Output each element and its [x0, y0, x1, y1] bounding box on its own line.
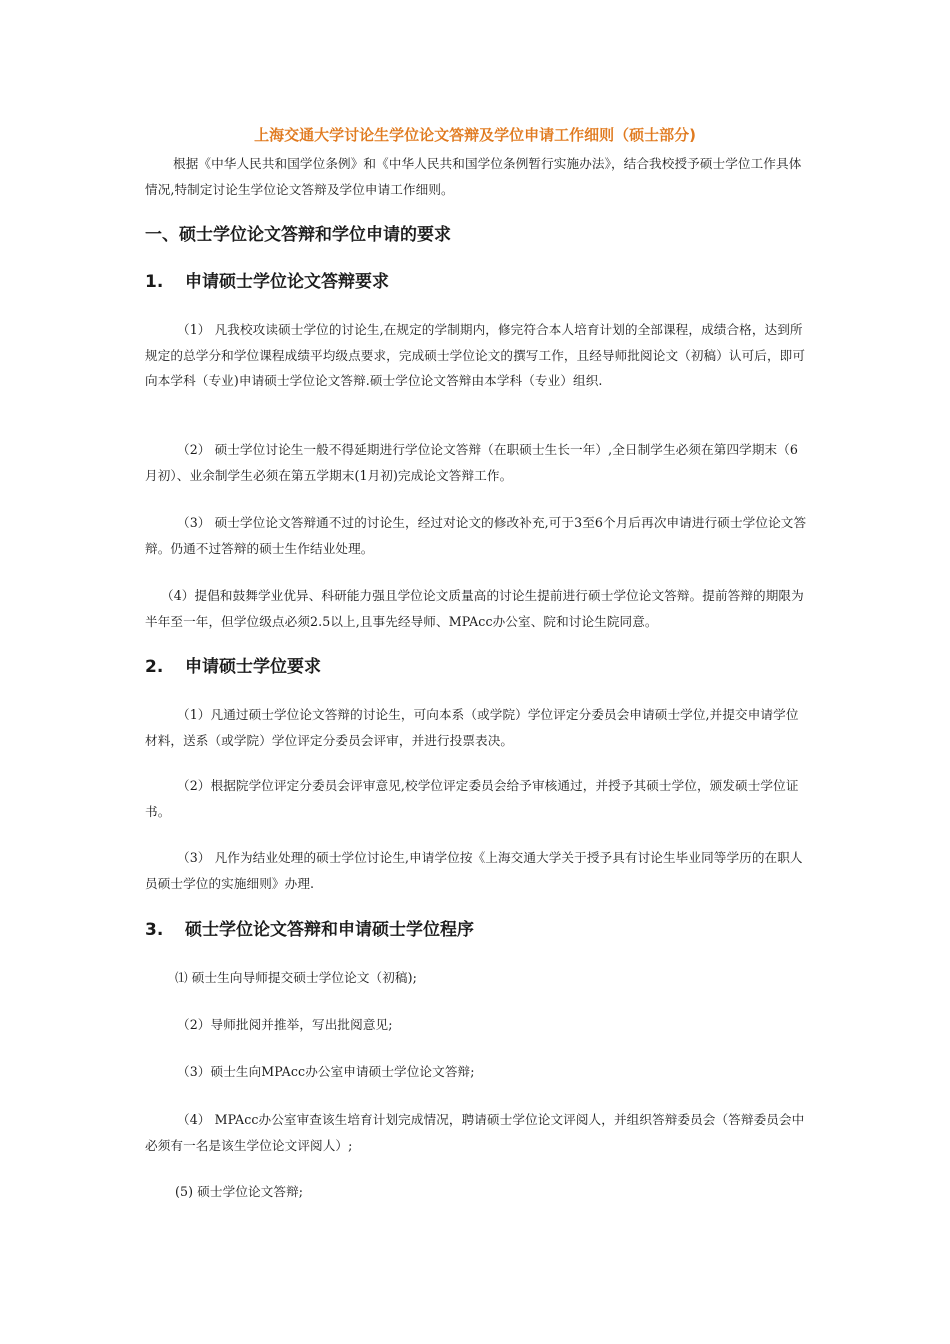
subsection-title: 申请硕士学位论文答辩要求 — [185, 272, 389, 292]
paragraph-1-1: （1） 凡我校攻读硕士学位的讨论生,在规定的学制期内，修完符合本人培育计划的全部课程，成绩合格，达到所规定的总学分和学位课程成绩平均级点要求，完成硕士学位论文的撰写工作，且经导师批阅论文（初稿）认可后，即可向本学科（专业)申请硕士学位论文答辩.硕士学位论文答辩由本学科（专业）组织. — [145, 322, 806, 388]
step-5: (5) 硕士学位论文答辩; — [175, 1184, 304, 1199]
subsection-heading-3 — [145, 918, 474, 942]
intro-paragraph: 根据《中华人民共和国学位条例》和《中华人民共和国学位条例暂行实施办法》，结合我校授予硕士学位工作具体情况,特制定讨论生学位论文答辩及学位申请工作细则。 — [145, 156, 802, 197]
document-title: 上海交通大学讨论生学位论文答辩及学位申请工作细则（硕士部分) — [254, 126, 696, 144]
step-4: （4） MPAcc办公室审查该生培育计划完成情况，聘请硕士学位论文评阅人，并组织答辩委员会（答辩委员会中必须有一名是该生学位论文评阅人）; — [145, 1112, 805, 1153]
paragraph-1-4: （4）提倡和鼓舞学业优异、科研能力强且学位论文质量高的讨论生提前进行硕士学位论文答辩。提前答辩的期限为半年至一年，但学位级点必须2.5以上,且事先经导师、MPAcc办公室、院和讨论生院同意。 — [145, 588, 804, 629]
paragraph-2-2: （2）根据院学位评定分委员会评审意见,校学位评定委员会给予审核通过，并授予其硕士学位，颁发硕士学位证书。 — [145, 778, 799, 819]
step-2: （2）导师批阅并推举，写出批阅意见; — [177, 1017, 393, 1032]
step-1: ⑴ 硕士生向导师提交硕士学位论文（初稿); — [175, 970, 417, 985]
subsection-title: 硕士学位论文答辩和申请硕士学位程序 — [185, 920, 474, 940]
subsection-title: 申请硕士学位要求 — [185, 657, 321, 677]
subsection-number: 2. — [145, 657, 164, 677]
subsection-heading-1 — [145, 270, 389, 294]
subsection-heading-2 — [145, 655, 321, 679]
section-heading-1: 一、硕士学位论文答辩和学位申请的要求 — [145, 225, 451, 245]
subsection-number: 3. — [145, 920, 164, 940]
paragraph-2-1: （1）凡通过硕士学位论文答辩的讨论生，可向本系（或学院）学位评定分委员会申请硕士学位,并提交申请学位材料，送系（或学院）学位评定分委员会评审，并进行投票表决。 — [145, 707, 799, 748]
subsection-number: 1. — [145, 272, 164, 292]
step-3: （3）硕士生向MPAcc办公室申请硕士学位论文答辩; — [177, 1064, 475, 1079]
paragraph-2-3: （3） 凡作为结业处理的硕士学位讨论生,申请学位按《上海交通大学关于授予具有讨论生毕业同等学历的在职人员硕士学位的实施细则》办理. — [145, 850, 803, 891]
paragraph-1-3: （3） 硕士学位论文答辩通不过的讨论生，经过对论文的修改补充,可于3至6个月后再次申请进行硕士学位论文答辩。仍通不过答辩的硕士生作结业处理。 — [145, 515, 807, 556]
paragraph-1-2: （2） 硕士学位讨论生一般不得延期进行学位论文答辩（在职硕士生长一年）,全日制学生必须在第四学期末（6月初）、业余制学生必须在第五学期末(1月初)完成论文答辩工作。 — [145, 442, 799, 483]
